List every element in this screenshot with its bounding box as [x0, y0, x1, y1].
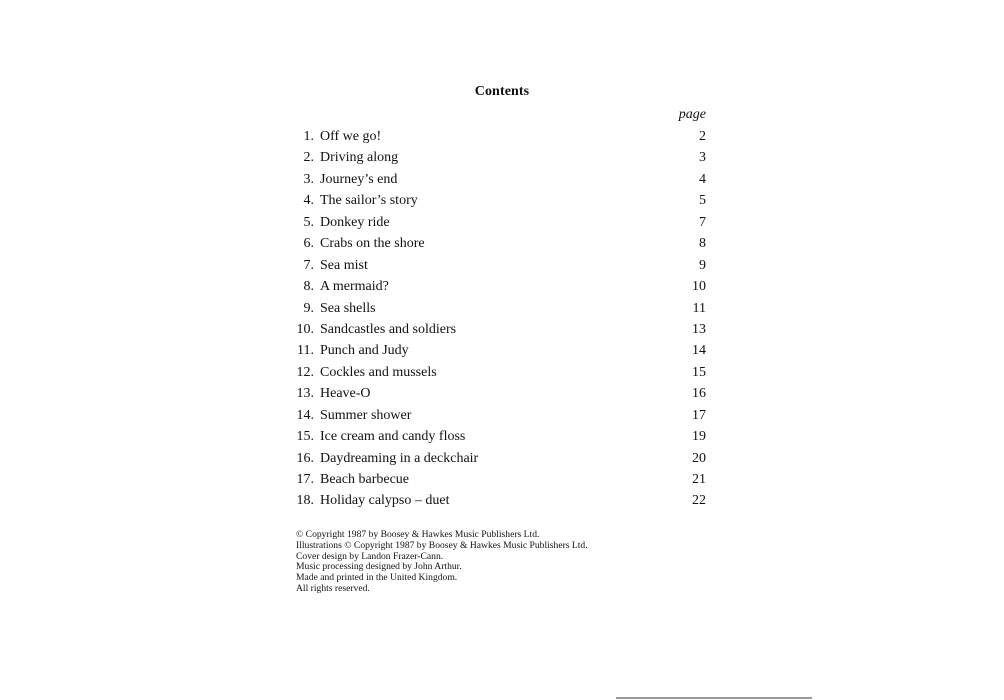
toc-entry [290, 426, 706, 447]
toc-entry [290, 233, 706, 254]
toc-entry-number: 8. [303, 279, 314, 295]
toc-entry [290, 383, 706, 404]
toc-entry-page: 20 [692, 450, 706, 466]
copyright-credits [296, 530, 588, 595]
toc-entry [290, 190, 706, 211]
toc-entry-title: Driving along [320, 150, 399, 166]
toc-entry-page: 4 [699, 171, 706, 187]
toc-entry [290, 126, 706, 147]
toc-entry [290, 298, 706, 319]
copyright-line: © Copyright 1987 by Boosey & Hawkes Music Publishers Ltd. [296, 529, 540, 540]
toc-entry-page: 9 [699, 257, 706, 273]
toc-entry-number: 13. [296, 386, 314, 402]
toc-entry-page: 8 [699, 236, 706, 252]
toc-entry-page: 14 [692, 343, 706, 359]
toc-entry-number: 16. [296, 450, 314, 466]
toc-entry-number: 17. [296, 472, 314, 487]
page-column-header: page [678, 107, 706, 122]
toc-entry [290, 147, 706, 168]
page-edge-divider [616, 697, 812, 699]
toc-entry-number: 12. [296, 364, 314, 380]
toc-entry-page: 16 [692, 386, 706, 402]
toc-entry-title: Cockles and mussels [320, 364, 437, 380]
cover-design-line: Cover design by Landon Frazer-Cann. [296, 550, 444, 562]
toc-entry-page: 7 [699, 214, 706, 230]
toc-entry-number: 11. [297, 343, 314, 359]
toc-entry [290, 169, 706, 190]
toc-entry-title: Crabs on the shore [320, 236, 425, 252]
toc-entry-title: Heave-O [320, 386, 371, 402]
toc-entry-title: Holiday calypso – duet [320, 493, 450, 509]
toc-entry-page: 15 [692, 364, 706, 380]
toc-entry [290, 469, 706, 490]
toc-entry-title: Summer shower [320, 407, 412, 423]
toc-entry-number: 6. [303, 236, 314, 252]
toc-entry-page: 10 [692, 279, 706, 295]
toc-entry-title: Beach barbecue [320, 472, 409, 487]
toc-entry-title: Sandcastles and soldiers [320, 321, 457, 337]
illustrations-copyright-line: Illustrations © Copyright 1987 by Boosey & Hawkes Music Publishers Ltd. [296, 539, 588, 551]
toc-entry-title: Off we go! [320, 129, 382, 144]
toc-entry-number: 3. [303, 171, 314, 187]
toc-entry-number: 14. [296, 407, 314, 423]
table-of-contents [290, 126, 706, 512]
printed-in-line: Made and printed in the United Kingdom. [296, 572, 458, 584]
toc-entry-number: 9. [303, 300, 314, 316]
toc-entry-number: 7. [303, 257, 314, 273]
toc-entry-number: 10. [296, 321, 314, 337]
toc-entry-page: 22 [692, 493, 706, 509]
toc-entry-page: 13 [692, 321, 706, 337]
toc-entry-page: 11 [692, 300, 706, 316]
toc-entry [290, 362, 706, 383]
page-title: Contents [474, 84, 530, 99]
music-processing-line: Music processing designed by John Arthur. [296, 561, 462, 573]
toc-entry-title: Sea shells [320, 300, 376, 316]
toc-entry-page: 5 [699, 193, 706, 209]
toc-entry [290, 340, 706, 361]
toc-entry [290, 276, 706, 297]
toc-entry-page: 21 [692, 472, 706, 487]
toc-entry-page: 17 [692, 407, 706, 423]
toc-entry [290, 319, 706, 340]
toc-entry-title: Daydreaming in a deckchair [320, 450, 479, 466]
toc-entry-page: 2 [699, 129, 706, 144]
toc-entry-number: 15. [296, 429, 314, 445]
toc-entry [290, 490, 706, 511]
toc-entry-number: 1. [303, 129, 314, 144]
toc-entry-title: A mermaid? [320, 279, 389, 295]
toc-entry-title: Sea mist [320, 257, 368, 273]
toc-entry-title: Ice cream and candy floss [320, 429, 466, 445]
toc-entry [290, 448, 706, 469]
toc-entry-title: Donkey ride [320, 214, 390, 230]
toc-entry [290, 405, 706, 426]
toc-entry-title: Journey’s end [320, 171, 398, 187]
rights-reserved-line: All rights reserved. [296, 582, 370, 594]
toc-entry [290, 255, 706, 276]
toc-entry-page: 19 [692, 429, 706, 445]
toc-entry-number: 18. [296, 493, 314, 509]
toc-entry-title: Punch and Judy [320, 343, 409, 359]
toc-entry-number: 5. [303, 214, 314, 230]
toc-entry-number: 4. [303, 193, 314, 209]
toc-entry-number: 2. [303, 150, 314, 166]
toc-entry [290, 212, 706, 233]
toc-entry-page: 3 [699, 150, 706, 166]
toc-entry-title: The sailor’s story [320, 193, 418, 209]
